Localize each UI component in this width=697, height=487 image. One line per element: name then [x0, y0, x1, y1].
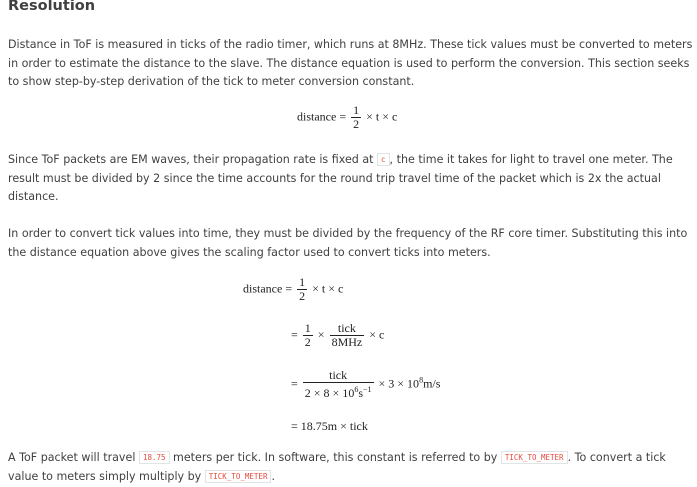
conclusion-paragraph [8, 449, 694, 486]
eq2-l3-rest-exp: 8 [419, 375, 424, 385]
eq1-fraction [351, 104, 361, 131]
eq2-l1-rest: × t × c [312, 281, 344, 296]
section-heading: Resolution [8, 0, 96, 14]
derivation-line-1: distance = $\frac{1}{2}$ × t × c [243, 275, 344, 303]
eq2-l1-fraction [297, 276, 307, 303]
para2-text-before: Since ToF packets are EM waves, their propagation rate is fixed at [8, 153, 374, 166]
para4-text-3: . To convert a tick value to meters simply multiply by [8, 451, 666, 483]
eq2-l3-den-exp1: 6 [354, 385, 359, 394]
derivation-line-2: = $\frac{1}{2}$ × $\frac{\text{tick}}{\text{8MHz}}$ × c [291, 321, 385, 349]
eq1-numerator: 1 [353, 103, 360, 117]
eq2-l2-numerator-b: tick [337, 321, 356, 335]
eq2-l2-denominator-b: 8MHz [331, 335, 363, 349]
tick-to-meter-code-2: TICK_TO_METER [205, 470, 272, 483]
eq2-l3-den-exp2: −1 [363, 385, 372, 394]
eq2-l2-fraction-a [303, 322, 313, 349]
eq2-l1-denominator: 2 [299, 289, 306, 303]
derivation-line-4: = 18.75m × tick [291, 419, 368, 433]
eq2-l3-numerator: tick [329, 368, 348, 382]
eq2-l2-times: × [317, 327, 325, 342]
para4-text-2: meters per tick. In software, this constant is referred to by [173, 451, 498, 464]
intro-paragraph: Distance in ToF is measured in ticks of the radio timer, which runs at 8MHz. These tick values must be converted to meters in order to estimate the distance to the slave. The distance equation is used to perform the conversion. This section seeks to show step-by-step derivation of the tick to meter conversion constant. [8, 38, 693, 89]
eq2-l2-rest: × c [369, 327, 385, 342]
eq2-l1-numerator: 1 [299, 275, 306, 289]
eq1-equals: = [339, 109, 347, 124]
eq2-l4-result: 18.75m × tick [300, 419, 368, 433]
para4-text-4: . [271, 469, 275, 483]
eq2-l3-denominator [303, 382, 374, 400]
tick-to-meter-code: TICK_TO_METER [501, 451, 568, 464]
meters-per-tick-code: 18.75 [139, 451, 170, 464]
eq2-l2-fraction-b [330, 322, 365, 349]
para4-text-1: A ToF packet will travel [8, 451, 136, 464]
eq2-l2-numerator-a: 1 [304, 321, 311, 335]
para2-text-after: , the time it takes for light to travel one meter. The result must be divided by 2 since the time accounts for the round trip travel time of the packet which is 2x the actual distance. [8, 153, 673, 204]
eq2-l2-denominator-a: 2 [304, 335, 311, 349]
derivation-line-3: = $\frac{\text{tick}}{2 \times 8 \times 10^6s^{-1}}$ × $3 \times 10^8m/s$ [291, 368, 441, 400]
tick-conversion-paragraph: In order to convert tick values into time, they must be divided by the frequency of the RF core timer. Substituting this into the distance equation above gives the scaling factor used to convert ticks into meters. [8, 227, 688, 259]
speed-of-light-code: c [377, 153, 390, 166]
em-wave-paragraph [8, 151, 694, 207]
eq2-l3-rest-base: × 3 × 10 [378, 376, 420, 391]
eq1-denominator: 2 [353, 117, 360, 131]
eq2-l3-fraction [303, 369, 374, 400]
eq2-l3-den-unit: s [358, 386, 363, 400]
distance-equation [297, 104, 397, 131]
eq2-l3-den-base: 2 × 8 × 10 [304, 386, 355, 400]
eq2-lhs: distance [243, 281, 283, 296]
eq1-lhs: distance [297, 109, 337, 124]
eq1-rhs: × t × c [366, 109, 398, 124]
eq2-l3-rest-unit: m/s [423, 376, 441, 391]
